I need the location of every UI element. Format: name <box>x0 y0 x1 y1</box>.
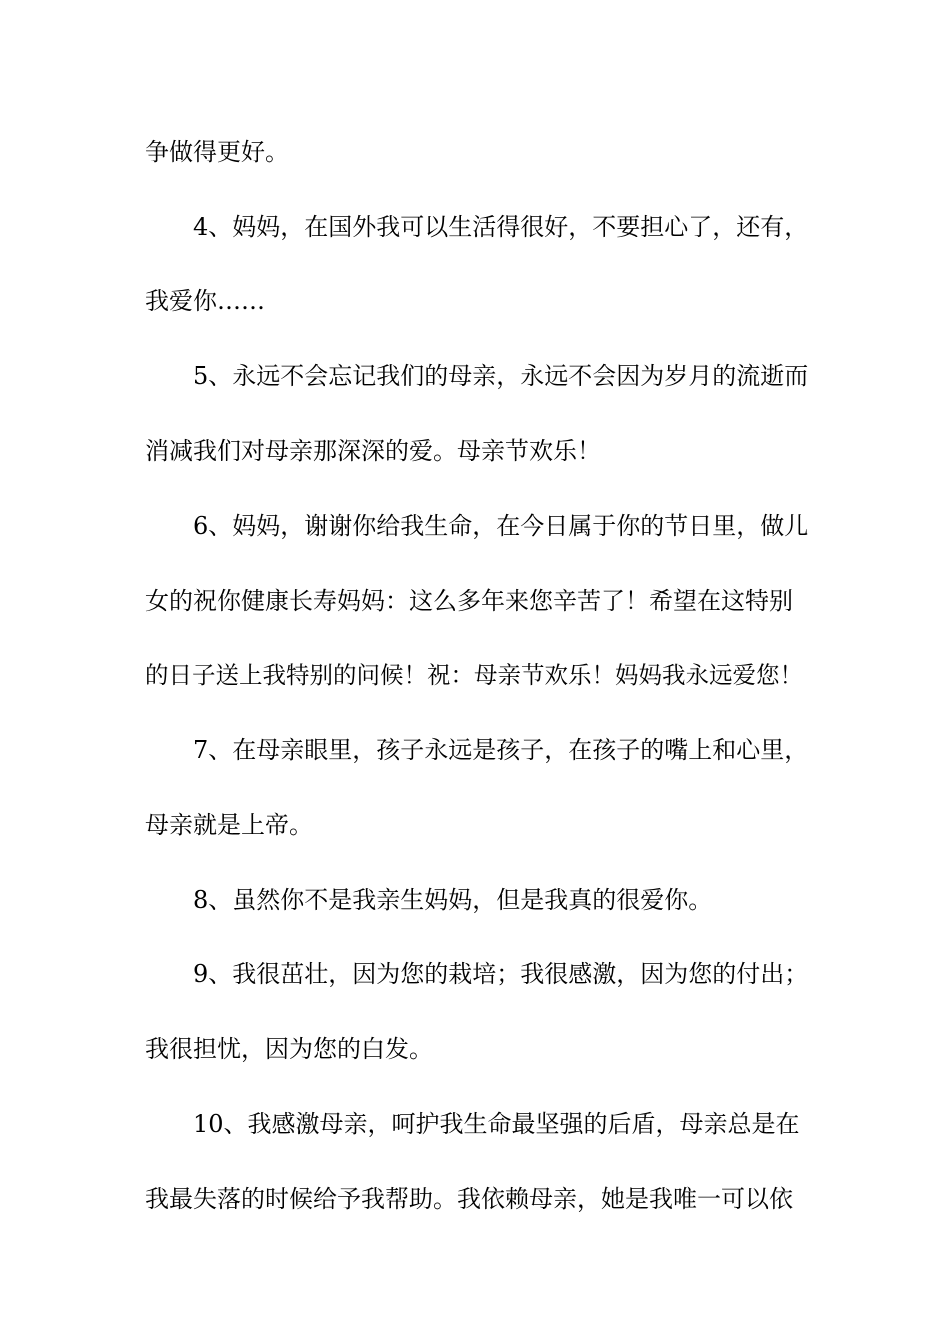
text-line: 9、我很茁壮，因为您的栽培；我很感激，因为您的付出； <box>193 960 809 988</box>
text-line: 7、在母亲眼里，孩子永远是孩子，在孩子的嘴上和心里， <box>193 736 809 764</box>
text-line: 8、虽然你不是我亲生妈妈，但是我真的很爱你。 <box>193 886 713 914</box>
text-line: 我爱你…… <box>145 287 265 315</box>
text-line: 6、妈妈，谢谢你给我生命，在今日属于你的节日里，做儿 <box>193 512 809 540</box>
text-line: 4、妈妈，在国外我可以生活得很好，不要担心了，还有， <box>193 213 809 241</box>
text-line: 消减我们对母亲那深深的爱。母亲节欢乐！ <box>145 437 601 465</box>
text-line: 我最失落的时候给予我帮助。我依赖母亲，她是我唯一可以依 <box>145 1185 793 1213</box>
text-line: 女的祝你健康长寿妈妈：这么多年来您辛苦了！希望在这特别 <box>145 587 793 615</box>
text-line: 我很担忧，因为您的白发。 <box>145 1035 433 1063</box>
text-line: 5、永远不会忘记我们的母亲，永远不会因为岁月的流逝而 <box>193 362 809 390</box>
text-line: 母亲就是上帝。 <box>145 811 313 839</box>
text-line: 争做得更好。 <box>145 138 289 166</box>
text-line: 10、我感激母亲，呵护我生命最坚强的后盾，母亲总是在 <box>193 1110 800 1138</box>
text-line: 的日子送上我特别的问候！祝：母亲节欢乐！妈妈我永远爱您！ <box>145 661 803 689</box>
